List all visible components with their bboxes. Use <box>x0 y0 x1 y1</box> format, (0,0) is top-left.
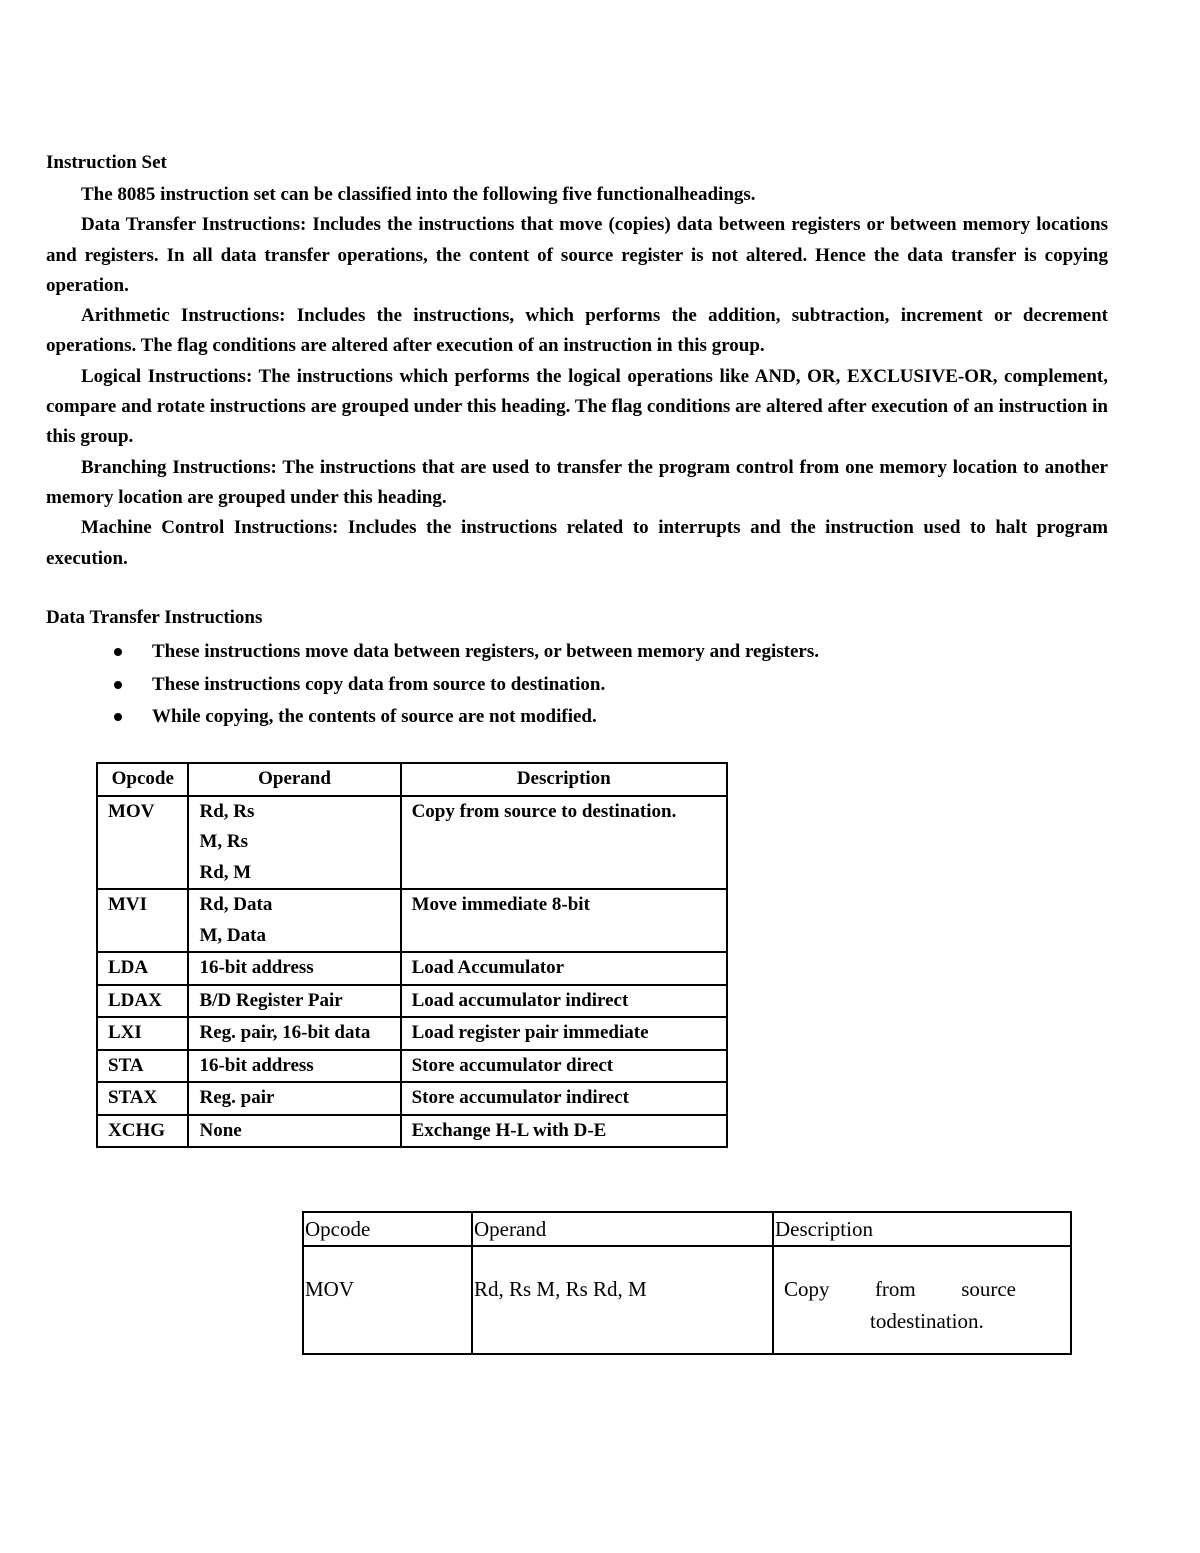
cell-opcode: STA <box>97 1050 188 1083</box>
cell-description: Copy from source to destination. <box>401 796 727 890</box>
table-row <box>97 889 727 952</box>
cell-operand: B/D Register Pair <box>188 985 400 1018</box>
cell-opcode: MOV <box>97 796 188 890</box>
table-header-row <box>303 1212 1071 1246</box>
cell-opcode: LXI <box>97 1017 188 1050</box>
bullet-icon <box>114 648 122 656</box>
table-row <box>303 1246 1071 1354</box>
column-header-operand: Operand <box>472 1212 773 1246</box>
list-item: While copying, the contents of source are not modified. <box>110 701 819 734</box>
cell-description: Store accumulator indirect <box>401 1082 727 1115</box>
table-header-row <box>97 763 727 796</box>
cell-description: Load register pair immediate <box>401 1017 727 1050</box>
paragraph-data-transfer: Data Transfer Instructions: Includes the instructions that move (copies) data between registers or between memory locations and registers. In all data transfer operations, the content of source register is not altered. Hence the data transfer is copying operation. <box>46 214 1108 296</box>
bullet-icon <box>114 713 122 721</box>
cell-operand: 16-bit address <box>188 1050 400 1083</box>
bullet-icon <box>114 681 122 689</box>
column-header-operand: Operand <box>188 763 400 796</box>
paragraph-arithmetic: Arithmetic Instructions: Includes the instructions, which performs the addition, subtraction, increment or decrement operations. The flag conditions are altered after execution of an instruction in this group. <box>46 305 1108 357</box>
column-header-opcode: Opcode <box>97 763 188 796</box>
list-item: These instructions copy data from source to destination. <box>110 669 819 702</box>
cell-opcode: LDAX <box>97 985 188 1018</box>
column-header-description: Description <box>773 1212 1071 1246</box>
data-transfer-table <box>96 762 728 1148</box>
table-row <box>97 1050 727 1083</box>
cell-opcode: MOV <box>303 1246 472 1354</box>
cell-opcode: MVI <box>97 889 188 952</box>
table-row <box>97 1017 727 1050</box>
table-row <box>97 952 727 985</box>
cell-description: Load accumulator indirect <box>401 985 727 1018</box>
cell-operand: None <box>188 1115 400 1148</box>
paragraph-branching: Branching Instructions: The instructions that are used to transfer the program control from one memory location to another memory location are grouped under this heading. <box>46 456 1108 508</box>
cell-description: Move immediate 8-bit <box>401 889 727 952</box>
column-header-description: Description <box>401 763 727 796</box>
cell-operand: Rd, Rs M, Rs Rd, M <box>472 1246 773 1354</box>
cell-description: Exchange H-L with D-E <box>401 1115 727 1148</box>
bullet-list <box>110 636 819 734</box>
cell-opcode: LDA <box>97 952 188 985</box>
cell-description: Copy from source todestination. <box>773 1246 1071 1354</box>
column-header-opcode: Opcode <box>303 1212 472 1246</box>
cell-opcode: STAX <box>97 1082 188 1115</box>
table-row <box>97 985 727 1018</box>
cell-operand: 16-bit address <box>188 952 400 985</box>
table-row <box>97 1115 727 1148</box>
cell-operand: Rd, Rs M, Rs Rd, M <box>188 796 400 890</box>
cell-operand: Reg. pair, 16-bit data <box>188 1017 400 1050</box>
paragraph-machine-control: Machine Control Instructions: Includes the instructions related to interrupts and the instruction used to halt program execution. <box>46 517 1108 569</box>
paragraph-overview: The 8085 instruction set can be classified into the following five functionalheadings. <box>81 184 756 205</box>
list-item: These instructions move data between registers, or between memory and registers. <box>110 636 819 669</box>
cell-operand: Reg. pair <box>188 1082 400 1115</box>
heading-data-transfer: Data Transfer Instructions <box>46 607 263 628</box>
intro-paragraphs <box>46 180 1108 574</box>
heading-instruction-set: Instruction Set <box>46 152 167 173</box>
cell-description: Store accumulator direct <box>401 1050 727 1083</box>
paragraph-logical: Logical Instructions: The instructions which performs the logical operations like AND, OR, EXCLUSIVE-OR, complement, compare and rotate instructions are grouped under this heading. The flag conditions are altered after execution of an instruction in this group. <box>46 365 1108 448</box>
cell-description: Load Accumulator <box>401 952 727 985</box>
cell-opcode: XCHG <box>97 1115 188 1148</box>
cell-operand: Rd, Data M, Data <box>188 889 400 952</box>
table-row <box>97 796 727 890</box>
mov-table <box>302 1211 1072 1355</box>
table-row <box>97 1082 727 1115</box>
